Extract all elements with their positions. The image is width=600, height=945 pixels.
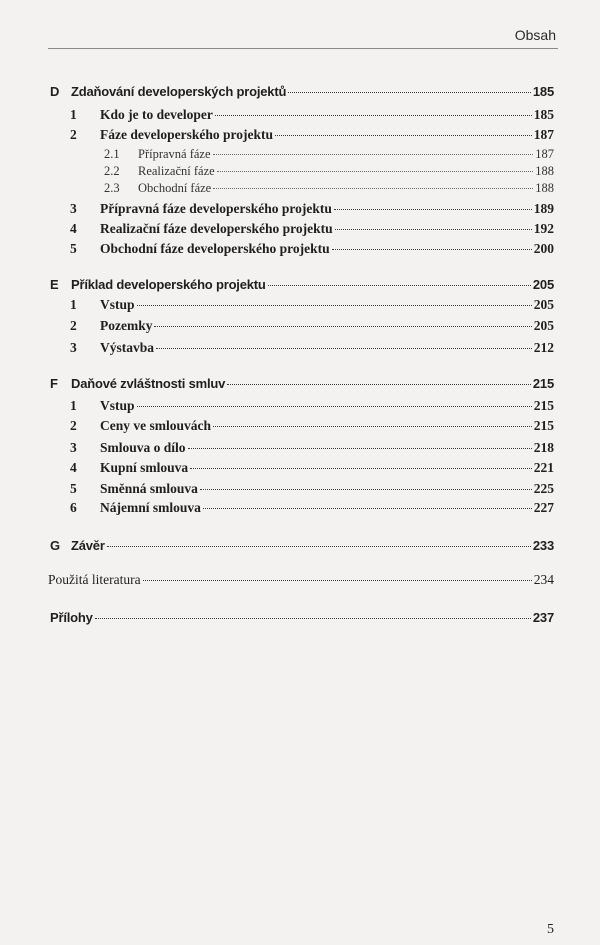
toc-entry-title: Směnná smlouva xyxy=(100,481,198,496)
toc-entry-title: Ceny ve smlouvách xyxy=(100,418,211,433)
toc-entry-page: 188 xyxy=(535,181,554,195)
toc-entry[interactable] xyxy=(104,147,554,162)
toc-entry-title: Zdaňování developerských projektů xyxy=(71,84,287,99)
toc-entry-page: 225 xyxy=(533,481,554,496)
toc-entry[interactable] xyxy=(70,418,554,434)
toc-entry[interactable] xyxy=(70,340,554,356)
dot-leader xyxy=(215,115,532,116)
toc-entry-number: 4 xyxy=(70,221,77,236)
toc-entry-page: 200 xyxy=(533,241,554,256)
toc-entry-page: 185 xyxy=(533,107,554,122)
toc-entry-title: Příklad developerského projektu xyxy=(71,277,266,292)
toc-entry-page: 205 xyxy=(533,318,554,333)
toc-entry-number: 5 xyxy=(70,241,77,256)
toc-entry-page: 215 xyxy=(533,398,554,413)
toc-entry-title: Přípravná fáze developerského projektu xyxy=(100,201,332,216)
toc-entry-number: 1 xyxy=(70,398,77,413)
toc-entry-title: Fáze developerského projektu xyxy=(100,127,273,142)
toc-entry-number: 2 xyxy=(70,418,77,433)
toc-entry[interactable] xyxy=(70,241,554,257)
toc-entry-title: Daňové zvláštnosti smluv xyxy=(71,376,226,391)
toc-entry[interactable] xyxy=(70,107,554,123)
toc-entry-number: 2.1 xyxy=(104,147,120,161)
toc-entry-page: 188 xyxy=(535,164,554,178)
toc-entry-title: Nájemní smlouva xyxy=(100,500,201,515)
toc-entry-number: 2 xyxy=(70,127,77,142)
toc-entry[interactable] xyxy=(70,221,554,237)
dot-leader xyxy=(217,171,534,172)
dot-leader xyxy=(227,384,531,385)
toc-entry-page: 187 xyxy=(535,147,554,161)
dot-leader xyxy=(275,135,532,136)
toc-entry-title: Vstup xyxy=(100,398,135,413)
toc-entry-title: Přípravná fáze xyxy=(138,147,211,161)
toc-entry-page: 233 xyxy=(532,538,554,553)
toc-entry-title: Obchodní fáze developerského projektu xyxy=(100,241,330,256)
toc-entry-number: 2.3 xyxy=(104,181,120,195)
dot-leader xyxy=(137,406,532,407)
toc-entry[interactable] xyxy=(104,164,554,179)
dot-leader xyxy=(335,229,532,230)
page-number: 5 xyxy=(547,922,554,937)
toc-entry-title: Realizační fáze developerského projektu xyxy=(100,221,333,236)
toc-entry[interactable] xyxy=(70,201,554,217)
toc-entry-number: 1 xyxy=(70,297,77,312)
toc-entry-title: Vstup xyxy=(100,297,135,312)
toc-entry-title: Výstavba xyxy=(100,340,155,355)
toc-entry-page: 215 xyxy=(532,376,554,391)
toc-entry[interactable] xyxy=(70,500,554,516)
toc-entry-number: 2 xyxy=(70,318,77,333)
toc-entry-title: Použitá literatura xyxy=(48,572,141,587)
toc-entry-page: 234 xyxy=(533,572,554,587)
toc-entry-title: Realizační fáze xyxy=(138,164,215,178)
toc-entry-page: 237 xyxy=(532,610,554,625)
toc-entry-page: 187 xyxy=(533,127,554,142)
dot-leader xyxy=(268,285,531,286)
dot-leader xyxy=(137,305,532,306)
toc-entry[interactable] xyxy=(48,572,554,588)
dot-leader xyxy=(107,546,531,547)
running-header: Obsah xyxy=(514,27,556,43)
toc-entry-number: E xyxy=(50,277,59,292)
toc-entry-page: 192 xyxy=(533,221,554,236)
dot-leader xyxy=(213,426,532,427)
toc-entry[interactable] xyxy=(50,538,554,553)
toc-entry-title: Obchodní fáze xyxy=(138,181,212,195)
dot-leader xyxy=(156,348,532,349)
toc-entry[interactable] xyxy=(70,297,554,313)
dot-leader xyxy=(190,468,532,469)
toc-entry[interactable] xyxy=(70,318,554,334)
toc-entry[interactable] xyxy=(50,277,554,292)
header-rule xyxy=(48,48,558,49)
toc-entry[interactable] xyxy=(70,398,554,414)
dot-leader xyxy=(154,326,531,327)
toc-entry-page: 189 xyxy=(533,201,554,216)
toc-entry[interactable] xyxy=(70,481,554,497)
toc-entry[interactable] xyxy=(70,127,554,143)
toc-entry-title: Pozemky xyxy=(100,318,153,333)
toc-entry-number: 1 xyxy=(70,107,77,122)
dot-leader xyxy=(143,580,532,581)
toc-entry-page: 212 xyxy=(533,340,554,355)
toc-entry-title: Smlouva o dílo xyxy=(100,440,186,455)
toc-entry-title: Přílohy xyxy=(50,610,93,625)
toc-entry-number: 2.2 xyxy=(104,164,120,178)
toc-entry-title: Kupní smlouva xyxy=(100,460,189,475)
dot-leader xyxy=(213,154,534,155)
dot-leader xyxy=(213,188,533,189)
toc-entry-page: 227 xyxy=(533,500,554,515)
toc-entry-page: 205 xyxy=(533,297,554,312)
toc-entry-number: 4 xyxy=(70,460,77,475)
toc-entry-title: Kdo je to developer xyxy=(100,107,213,122)
toc-entry-page: 215 xyxy=(533,418,554,433)
toc-entry-number: 6 xyxy=(70,500,77,515)
dot-leader xyxy=(203,508,532,509)
dot-leader xyxy=(200,489,532,490)
toc-entry-number: D xyxy=(50,84,60,99)
dot-leader xyxy=(188,448,532,449)
toc-entry-page: 185 xyxy=(532,84,554,99)
toc-entry[interactable] xyxy=(50,610,554,625)
toc-entry-number: 3 xyxy=(70,440,77,455)
toc-entry-number: 3 xyxy=(70,201,77,216)
dot-leader xyxy=(332,249,532,250)
toc-entry[interactable] xyxy=(50,84,554,99)
toc-entry-title: Závěr xyxy=(71,538,105,553)
toc-entry-number: 3 xyxy=(70,340,77,355)
toc-entry-page: 205 xyxy=(532,277,554,292)
toc-entry-number: G xyxy=(50,538,60,553)
toc-entry-page: 221 xyxy=(533,460,554,475)
toc-entry[interactable] xyxy=(70,440,554,456)
toc-entry[interactable] xyxy=(50,376,554,391)
toc-entry-page: 218 xyxy=(533,440,554,455)
dot-leader xyxy=(95,618,531,619)
dot-leader xyxy=(288,92,531,93)
toc-entry[interactable] xyxy=(104,181,554,196)
toc-entry-number: 5 xyxy=(70,481,77,496)
toc-entry-number: F xyxy=(50,376,58,391)
dot-leader xyxy=(334,209,532,210)
toc-entry[interactable] xyxy=(70,460,554,476)
